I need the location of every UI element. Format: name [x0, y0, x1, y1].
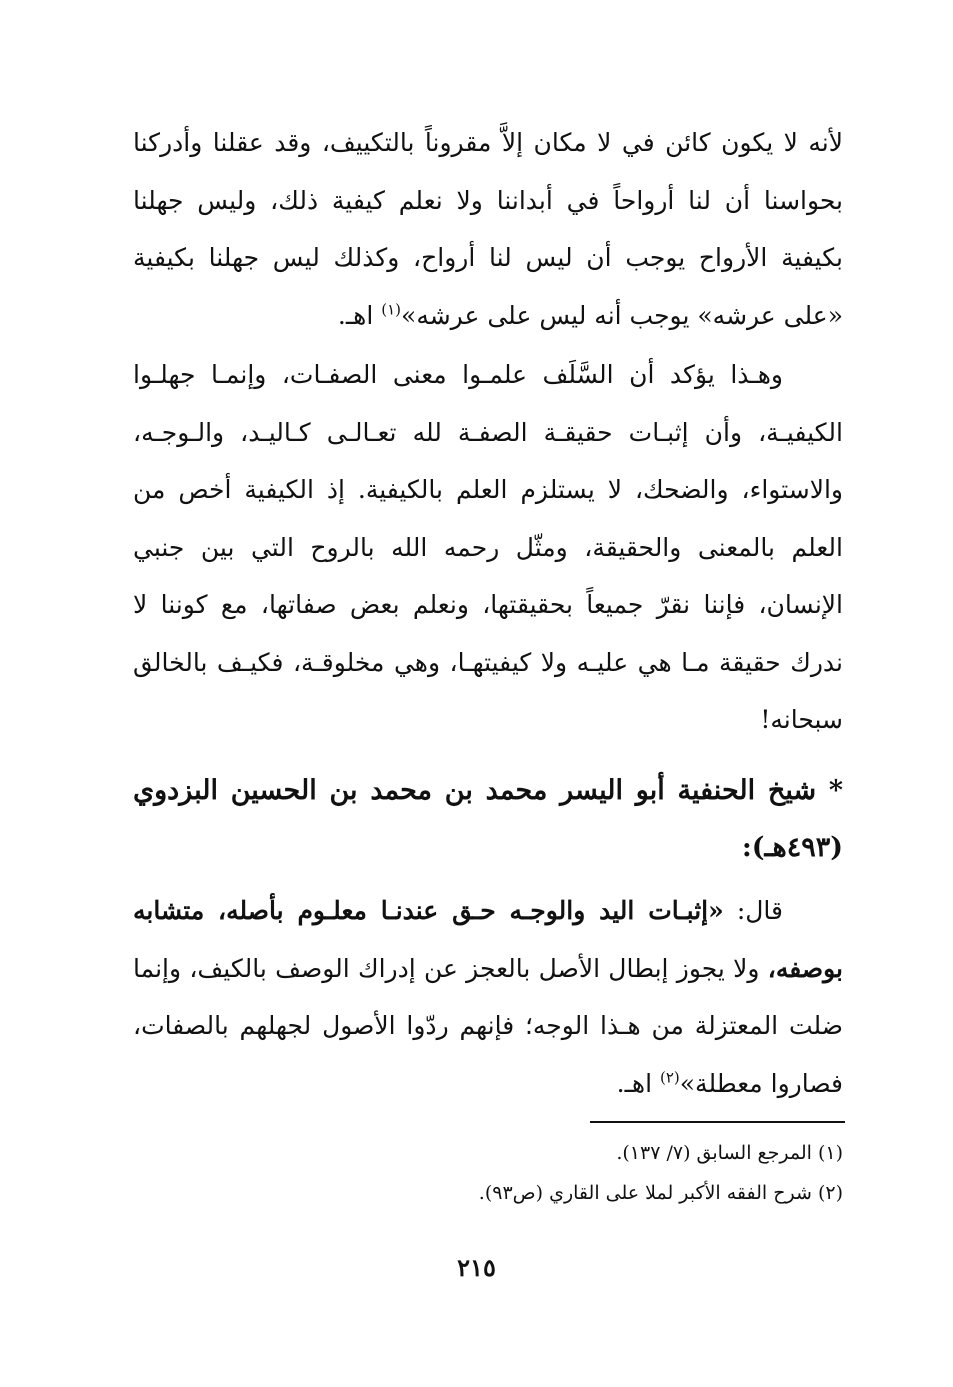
section-heading-text: * شيخ الحنفية أبو اليسر محمد بن محمد بن الحسين البزدوي (٤٩٣هـ):	[133, 775, 843, 863]
paragraph-3-text: ولا يجوز إبطال الأصل بالعجز عن إدراك الوصف بالكيف، وإنما ضلت المعتزلة من هـذا الوجه؛ فإنهم ردّوا الأصول لجهلهم بالصفات، فصاروا معطلة»	[133, 953, 843, 1098]
footnote-ref-2[interactable]: (٢)	[659, 1068, 680, 1087]
footnote-divider	[590, 1121, 845, 1123]
paragraph-3	[133, 882, 843, 1112]
footnote-ref-1[interactable]: (١)	[381, 300, 402, 319]
paragraph-2-text: وهـذا يؤكد أن السَّلَف علمـوا معنى الصفـات، وإنمـا جهلـوا الكيفيـة، وأن إثبـات حقيقـة الصفـة لله تعـالـى كـاليـد، والـوجـه، والاستواء، والضحك، لا يستلزم العلم بالكيفية. إذ الكيفية أخص من العلم بالمعنى والحقيقة، ومثّل رحمه الله بالروح التي بين جنبي الإنسان، فإننا نقرّ جميعاً بحقيقتها، ونعلم بعض صفاتها، مع كوننا لا ندرك حقيقة مـا هي عليـه ولا كيفيتهـا، وهي مخلوقـة، فكيـف بالخالق سبحانه!	[133, 360, 843, 734]
paragraph-1	[133, 114, 843, 344]
paragraph-3-tail: اهـ.	[616, 1068, 660, 1098]
paragraph-2	[133, 346, 843, 749]
paragraph-1-tail: اهـ.	[337, 300, 382, 330]
page-number: ٢١٥	[457, 1253, 496, 1282]
footnote-1: (١) المرجع السابق (٧/ ١٣٧).	[616, 1142, 843, 1164]
footnotes	[133, 1133, 843, 1213]
paragraph-3-quote: «إثبـات اليد والوجـه حـق عندنـا معلـوم بأصله، متشابه بوصفه،	[133, 896, 843, 983]
paragraph-1-text: لأنه لا يكون كائن في لا مكان إلاَّ مقروناً بالتكييف، وقد عقلنا وأدركنا بحواسنا أن لنا أرواحاً في أبداننا ولا نعلم كيفية ذلك، وليس جهلنا بكيفية الأرواح يوجب أن ليس لنا أرواح، وكذلك ليس جهلنا بكيفية «على عرشه» يوجب أنه ليس على عرشه»	[133, 128, 843, 330]
section-heading	[133, 762, 843, 876]
footnote-2: (٢) شرح الفقه الأكبر لملا على القاري (ص٩٣).	[478, 1182, 843, 1204]
paragraph-3-lead: قال:	[723, 896, 783, 925]
